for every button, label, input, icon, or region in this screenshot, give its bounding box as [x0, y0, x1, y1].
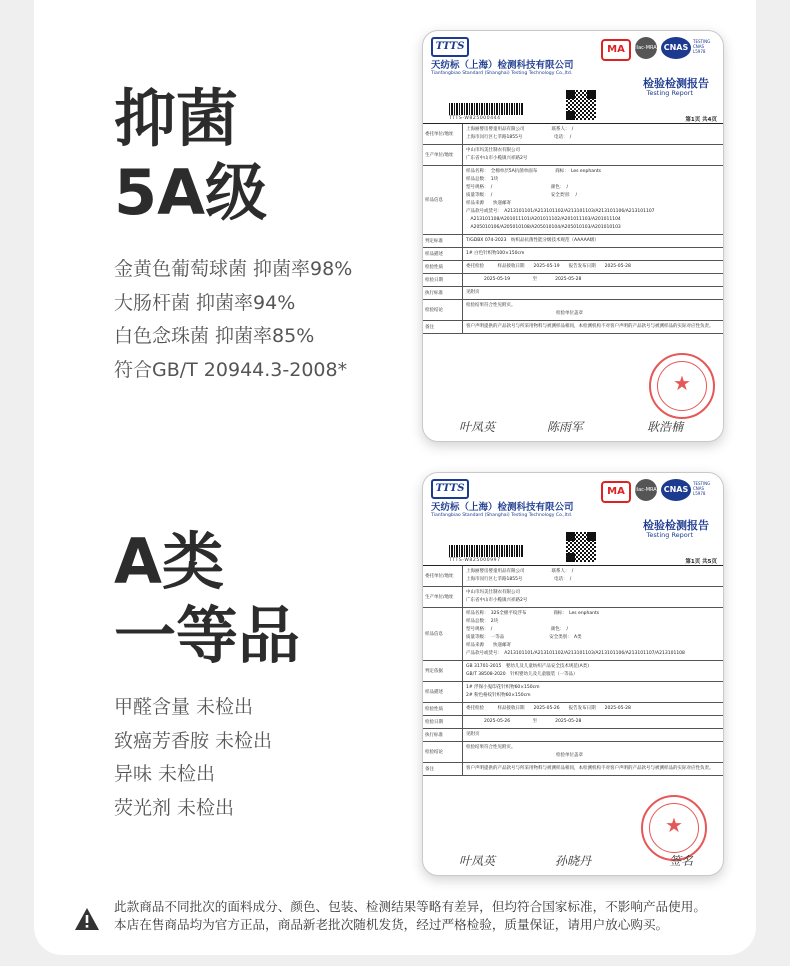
report-table-row	[423, 274, 723, 287]
report-field-value	[463, 235, 723, 247]
report-field-line: 上海市闵行区七莘路1855号 电话： /	[466, 577, 572, 582]
report-field-label: 检验结论	[423, 300, 463, 320]
qr-code	[565, 89, 597, 121]
report-field-line: T/GDBX 074-2023 纺织品抗菌性能分级技术规范（AAAAA级）	[466, 238, 599, 243]
report-field-line: 上海丽婴房婴童用品有限公司 联系人： /	[466, 569, 574, 574]
signature-row	[423, 851, 723, 869]
feature-item: 大肠杆菌 抑菌率94%	[114, 291, 296, 314]
test-report-image	[422, 472, 724, 876]
report-field-line: 上海丽婴房婴童用品有限公司 联系人： /	[466, 127, 574, 132]
ilac-logo: ilac-MRA	[635, 37, 657, 59]
report-field-label: 检验日期	[423, 274, 463, 286]
report-field-value	[463, 608, 723, 660]
report-table-row	[423, 287, 723, 300]
feature-item: 符合GB/T 20944.3-2008*	[114, 358, 348, 381]
report-field-line: 样品来源 快递邮寄	[466, 201, 511, 206]
report-field-label: 检验结论	[423, 742, 463, 762]
headline-line: 抑菌	[114, 82, 239, 155]
report-field-line: 样品总数： 2块	[466, 619, 499, 624]
company-name: 天纺标（上海）检测科技有限公司	[431, 502, 574, 513]
report-field-line: 2# 粉色格纹针织物60×150cm	[466, 693, 531, 698]
report-field-line: 质量等级： 一等品 安全类别： A类	[466, 635, 582, 640]
report-field-value	[463, 261, 723, 273]
report-field-label: 检验性质	[423, 703, 463, 715]
feature-item: 白色念珠菌 抑菌率85%	[114, 325, 315, 348]
report-table-row	[423, 124, 723, 145]
report-field-value	[463, 763, 723, 775]
report-title: 检验检测报告	[643, 519, 709, 532]
disclaimer-line: 此款商品不同批次的面料成分、颜色、包装、检测结果等略有差异，但均符合国家标准，不影响产品使用。	[114, 899, 706, 914]
report-table-row	[423, 261, 723, 274]
company-name-en: Tianfangbiao Standard (Shanghai) Testing Technology Co.,ltd.	[431, 71, 573, 76]
report-field-value	[463, 166, 723, 234]
feature-item: 荧光剂 未检出	[114, 796, 235, 819]
report-table-row	[423, 763, 723, 776]
report-field-label: 样品信息	[423, 166, 463, 234]
test-report-image	[422, 30, 724, 442]
report-field-line: 见附页	[466, 290, 480, 295]
report-field-line: 检验单位盖章	[466, 311, 583, 316]
feature-list	[114, 691, 272, 825]
headline-line: 一等品	[114, 599, 301, 672]
report-field-line: 客户声明提供的产品款号与所采用物料与被测样品相同，本检测机构不对客户声明的产品款号与被测样品的实际对应性负责。	[466, 324, 714, 329]
report-table-row	[423, 742, 723, 763]
report-field-value	[463, 729, 723, 741]
report-field-line: 见附页	[466, 732, 480, 737]
report-title-en: Testing Report	[646, 89, 693, 97]
company-name-en: Tianfangbiao Standard (Shanghai) Testing Technology Co.,ltd.	[431, 513, 573, 518]
qr-code	[565, 531, 597, 563]
ttts-logo: TTTS	[431, 479, 469, 499]
report-field-value	[463, 587, 723, 607]
report-field-line: 样品名称： 全棉单层5A抗菌单面布 商标： Les enphants	[466, 169, 601, 174]
report-table-row	[423, 661, 723, 682]
feature-list	[114, 253, 352, 387]
report-field-line: 1# 白色针织物100×150cm	[466, 251, 525, 256]
ma-logo: MA	[601, 481, 631, 503]
report-field-value	[463, 287, 723, 299]
report-header	[431, 37, 715, 97]
report-field-label: 样品描述	[423, 682, 463, 702]
report-field-line: 2025-05-26 至 2025-05-28	[466, 719, 582, 724]
report-field-label: 判定依据	[423, 661, 463, 681]
certification-logos	[601, 37, 715, 67]
signature: 签名	[669, 854, 694, 868]
report-field-line: 委托检验 样品接收日期 2025-05-26 报告发布日期 2025-05-28	[466, 706, 631, 711]
signature: 陈雨军	[547, 420, 584, 434]
report-table-row	[423, 235, 723, 248]
headline-line: A类	[114, 525, 224, 598]
signature-row	[423, 417, 723, 435]
report-table-row	[423, 321, 723, 334]
report-field-label: 判定标准	[423, 235, 463, 247]
headline-line: 5A级	[114, 156, 268, 229]
feature-item: 甲醛含量 未检出	[114, 696, 254, 718]
report-field-line: 样品总数： 1块	[466, 177, 499, 182]
barcode	[449, 545, 523, 557]
report-table-row	[423, 300, 723, 321]
report-field-label: 委托单位/地址	[423, 124, 463, 144]
report-field-line: 样品名称： 32S全棉平纹浮布 商标： Les enphants	[466, 611, 600, 616]
report-field-label: 执行标准	[423, 729, 463, 741]
report-field-value	[463, 124, 723, 144]
report-field-value	[463, 716, 723, 728]
report-field-label: 执行标准	[423, 287, 463, 299]
report-field-value	[463, 703, 723, 715]
report-field-label: 生产单位/地址	[423, 587, 463, 607]
report-field-value	[463, 300, 723, 320]
report-field-line: 产品款号或货号： A213101101/A213101102/A213101103/A213101106/A213101107/A213101108	[466, 651, 685, 656]
company-name: 天纺标（上海）检测科技有限公司	[431, 60, 574, 71]
report-header	[431, 479, 715, 539]
report-field-line: GB 31701-2015 婴幼儿及儿童纺织产品安全技术规范(A类)	[466, 664, 589, 669]
report-field-line: 质量等级： / 安全类别： /	[466, 193, 578, 198]
report-field-label: 检验性质	[423, 261, 463, 273]
report-field-line: A213101108/A201011101/A201011102/A201011103/A201011104	[466, 217, 621, 222]
report-field-line: 型号规格： / 颜色： /	[466, 627, 569, 632]
report-field-line: 上海市闵行区七莘路1855号 电话： /	[466, 135, 572, 140]
disclaimer-text	[114, 898, 706, 934]
cnas-logo: CNAS	[661, 479, 691, 501]
report-field-value	[463, 742, 723, 762]
report-table-row	[423, 608, 723, 661]
report-field-line: 客户声明提供的产品款号与所采用物料与被测样品相同，本检测机构不对客户声明的产品款号与被测样品的实际对应性负责。	[466, 766, 714, 771]
report-table-row	[423, 166, 723, 235]
signature: 叶凤英	[459, 420, 496, 434]
report-field-line: 样品来源 快递邮寄	[466, 643, 511, 648]
feature-item: 金黄色葡萄球菌 抑菌率98%	[114, 258, 353, 280]
report-field-line: 检验单位盖章	[466, 753, 583, 758]
report-field-line: 产品款号或货号： A213101101/A213101102/A213101103/A213101106/A213101107	[466, 209, 655, 214]
ilac-logo: ilac-MRA	[635, 479, 657, 501]
report-field-label: 委托单位/地址	[423, 566, 463, 586]
signature: 耿浩楠	[647, 420, 684, 434]
report-field-value	[463, 661, 723, 681]
ma-logo: MA	[601, 39, 631, 61]
page-number: 第1页 共5页	[685, 559, 717, 565]
report-field-line: 2025-05-19 至 2025-05-28	[466, 277, 582, 282]
report-field-line: 委托检验 样品接收日期 2025-05-19 报告发布日期 2025-05-28	[466, 264, 631, 269]
official-stamp	[649, 353, 715, 419]
page-number: 第1页 共4页	[685, 117, 717, 123]
report-table-row	[423, 716, 723, 729]
report-table-row	[423, 729, 723, 742]
report-field-line: 中山市玛美仕制衣有限公司	[466, 590, 520, 595]
certification-logos	[601, 479, 715, 509]
report-field-value	[463, 145, 723, 165]
barcode-number: TTTS-W825000997	[449, 558, 501, 563]
feature-item: 异味 未检出	[114, 763, 216, 786]
cnas-logo: CNAS	[661, 37, 691, 59]
report-field-label: 样品信息	[423, 608, 463, 660]
report-field-line: GB/T 38508-2020 针织婴幼儿及儿童服装（一等品）	[466, 672, 578, 677]
report-field-label: 备注	[423, 763, 463, 775]
report-table-row	[423, 566, 723, 587]
signature: 孙晓丹	[555, 854, 592, 868]
report-field-value	[463, 566, 723, 586]
report-title-en: Testing Report	[646, 531, 693, 539]
report-field-label: 生产单位/地址	[423, 145, 463, 165]
report-field-line: A205010106/A205010108/A205010104/A205010103/A201010103	[466, 225, 621, 230]
signature: 叶凤英	[459, 854, 496, 868]
report-field-line: 型号规格： / 颜色： /	[466, 185, 569, 190]
ttts-logo: TTTS	[431, 37, 469, 57]
feature-item: 致癌芳香胺 未检出	[114, 729, 273, 752]
cnas-note: TESTING CNAS L5978	[693, 481, 711, 496]
headline	[114, 82, 267, 230]
report-title: 检验检测报告	[643, 77, 709, 90]
headline	[114, 525, 300, 673]
barcode-number: TTTS-W825000444	[449, 116, 501, 121]
report-field-value	[463, 321, 723, 333]
report-field-label: 检验日期	[423, 716, 463, 728]
warning-icon	[74, 907, 100, 931]
report-field-label: 备注	[423, 321, 463, 333]
disclaimer-line: 本店在售商品均为官方正品，商品新老批次随机发货，经过严格检验，质量保证，请用户放心购买。	[114, 917, 669, 932]
report-table-row	[423, 587, 723, 608]
report-field-value	[463, 274, 723, 286]
report-field-value	[463, 682, 723, 702]
report-table-row	[423, 145, 723, 166]
report-field-line: 广东省中山市小榄镇兴祥路2号	[466, 598, 528, 603]
report-field-line: 检验结果符合性见附页。	[466, 745, 516, 750]
report-field-line: 1# 浮保小鬼印花针织物60×150cm	[466, 685, 540, 690]
report-field-label: 样品描述	[423, 248, 463, 260]
report-table-row	[423, 682, 723, 703]
barcode	[449, 103, 523, 115]
report-field-line: 检验结果符合性见附页。	[466, 303, 516, 308]
cnas-note: TESTING CNAS L5978	[693, 39, 711, 54]
report-field-line: 中山市玛美仕制衣有限公司	[466, 148, 520, 153]
report-field-line: 广东省中山市小榄镇兴祥路2号	[466, 156, 528, 161]
report-field-value	[463, 248, 723, 260]
report-table-row	[423, 248, 723, 261]
report-table-row	[423, 703, 723, 716]
